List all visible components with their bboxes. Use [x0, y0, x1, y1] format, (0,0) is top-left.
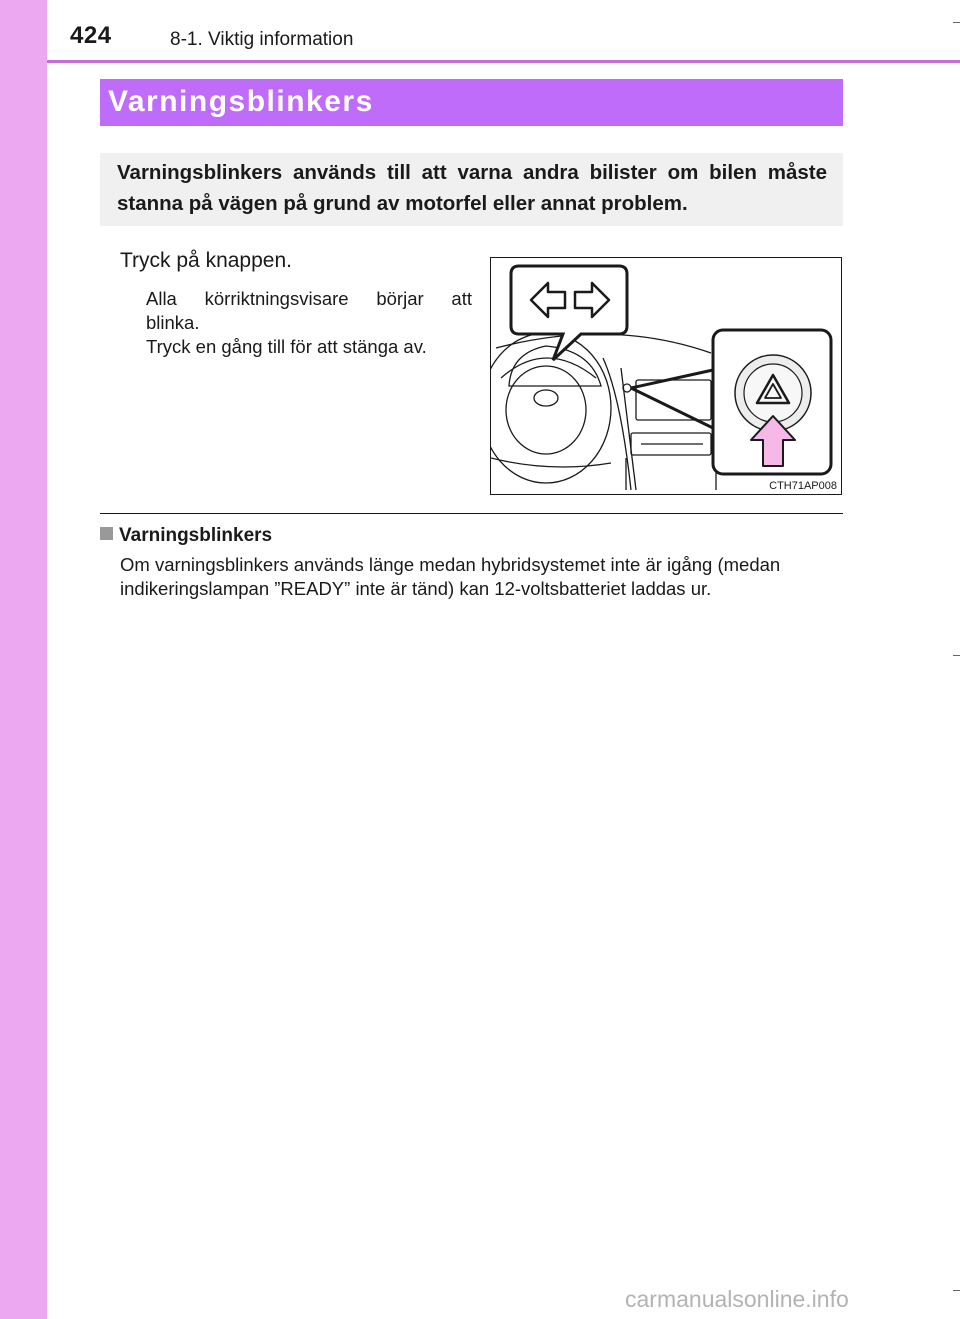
dashboard-drawing [491, 258, 842, 495]
intro-text: Varningsblinkers används till att varna andra bilister om bilen måste stanna på vägen på grund av motorfel eller annat problem. [117, 161, 827, 215]
instruction-detail-line: Alla körriktningsvisare börjar att [146, 288, 472, 309]
bullet-square-icon [100, 527, 113, 540]
intro-box [100, 153, 843, 226]
footer-watermark: carmanualsonline.info [625, 1286, 849, 1312]
header-rule [47, 60, 960, 63]
instruction-detail-line: blinka. [146, 312, 200, 333]
instruction-step: Tryck på knappen. [120, 249, 292, 272]
note-heading-text: Varningsblinkers [119, 525, 273, 546]
crop-mark [953, 1290, 960, 1291]
page-title: Varningsblinkers [108, 85, 374, 118]
side-color-strip [0, 0, 47, 1319]
section-divider [100, 513, 843, 514]
note-heading [100, 525, 272, 547]
dashboard-illustration [490, 257, 842, 495]
instruction-detail-line: Tryck en gång till för att stänga av. [146, 336, 427, 357]
instruction-detail [146, 287, 472, 359]
crop-mark [953, 22, 960, 23]
turn-signal-arrows-icon [511, 266, 627, 360]
page-number: 424 [70, 22, 112, 49]
figure-code: CTH71AP008 [769, 480, 837, 492]
note-text: Om varningsblinkers används länge medan hybridsystemet inte är igång (medan indikeringslampan ”READY” inte är tänd) kan 12-voltsbatteriet laddas ur. [120, 554, 781, 599]
section-label: 8-1. Viktig information [170, 29, 354, 50]
crop-mark [953, 655, 960, 656]
title-bar [100, 79, 843, 126]
